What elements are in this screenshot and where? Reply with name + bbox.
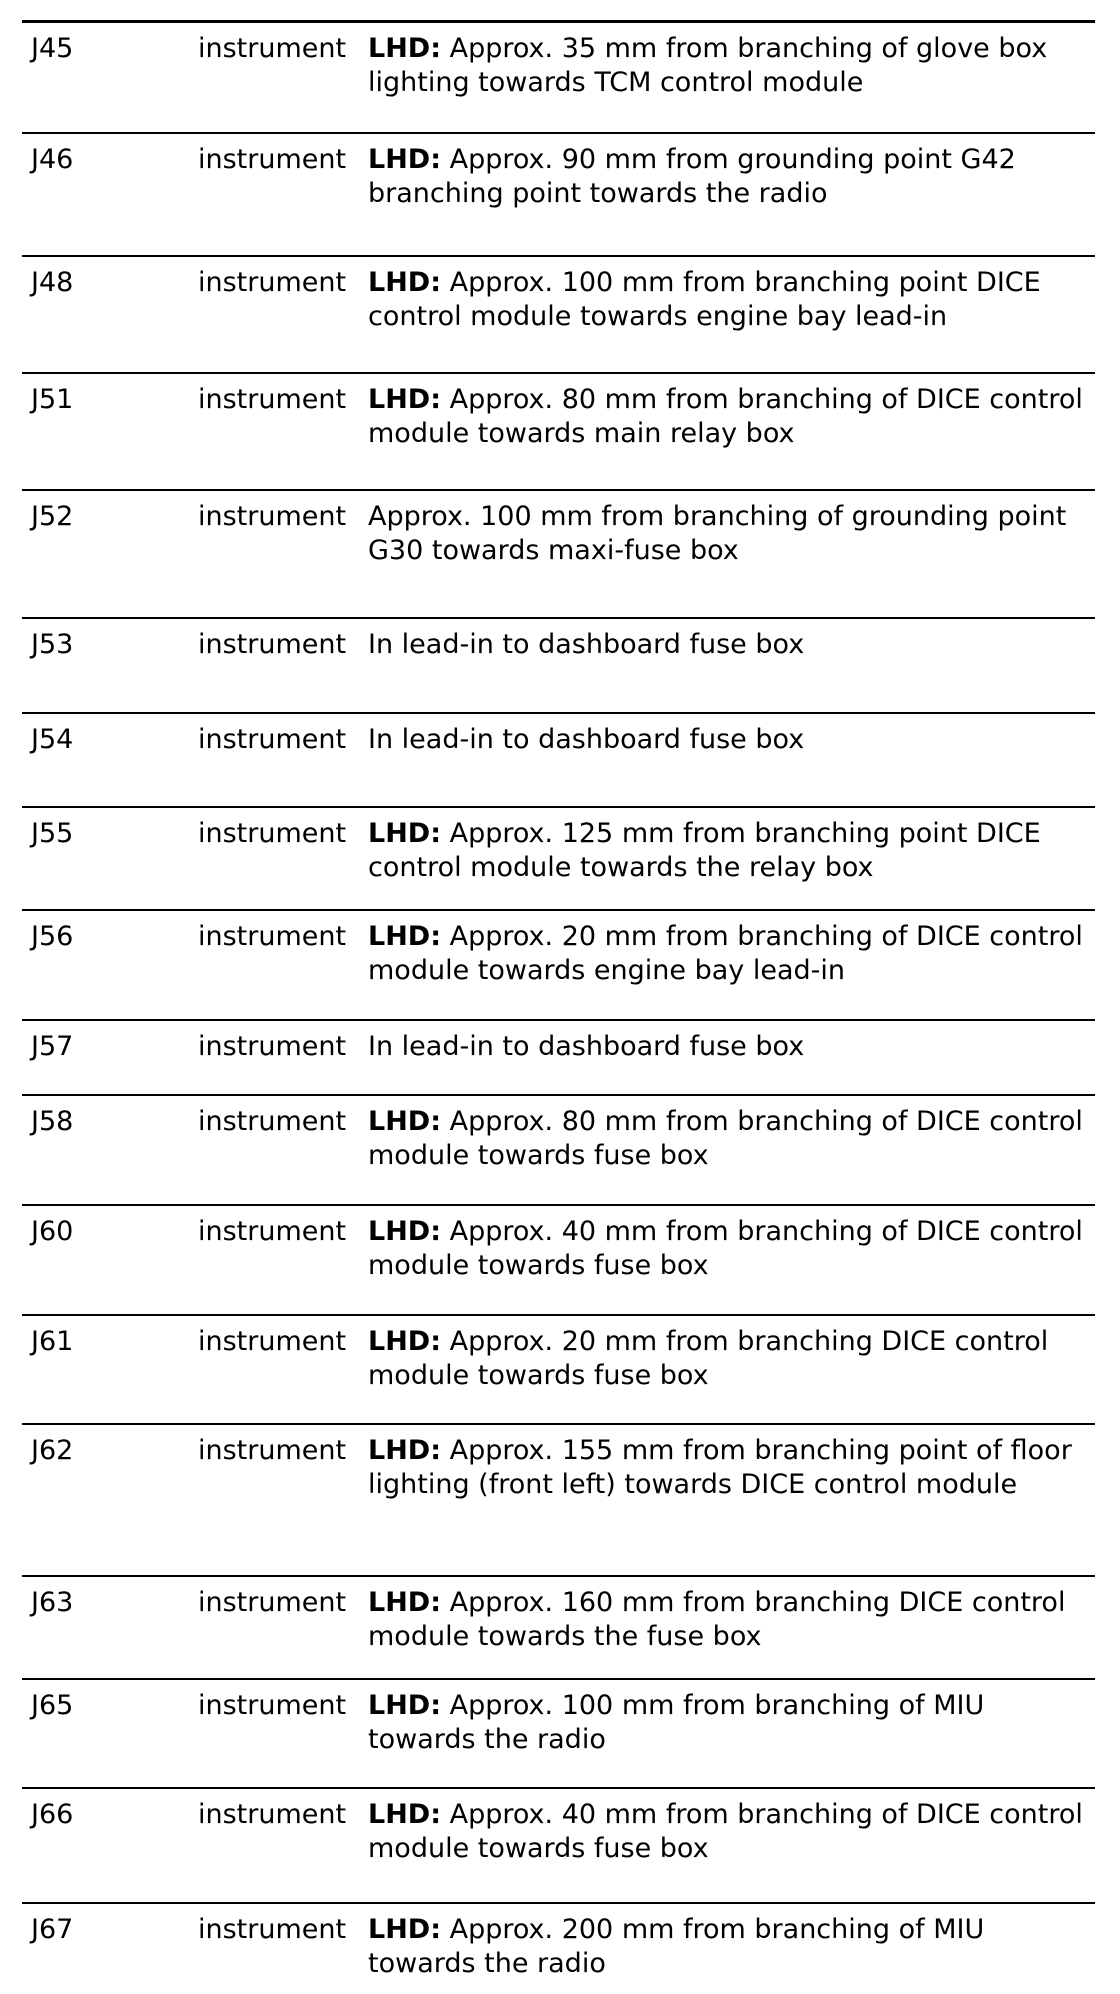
lhd-prefix: LHD: — [368, 1587, 442, 1618]
row-description — [368, 32, 1093, 100]
table-row — [22, 808, 1095, 911]
lhd-prefix: LHD: — [368, 384, 442, 415]
row-code: J62 — [31, 1435, 74, 1466]
lhd-prefix: LHD: — [368, 1326, 442, 1357]
connector-table — [22, 20, 1095, 1994]
lhd-prefix: LHD: — [368, 818, 442, 849]
description-text: Approx. 100 mm from branching of MIU towards the radio — [368, 1690, 985, 1755]
description-text: Approx. 40 mm from branching of DICE control module towards fuse box — [368, 1799, 1083, 1864]
table-row — [22, 911, 1095, 1021]
row-location: instrument — [198, 1435, 347, 1466]
row-description — [368, 1105, 1093, 1173]
table-row — [22, 491, 1095, 619]
row-code: J48 — [31, 267, 74, 298]
row-description — [368, 1798, 1093, 1866]
table-row — [22, 1425, 1095, 1577]
row-description: In lead-in to dashboard fuse box — [368, 724, 805, 755]
description-text: Approx. 80 mm from branching of DICE control module towards fuse box — [368, 1106, 1083, 1171]
row-location: instrument — [198, 1799, 347, 1830]
lhd-prefix: LHD: — [368, 1914, 442, 1945]
row-description — [368, 143, 1093, 211]
row-code: J46 — [31, 144, 74, 175]
lhd-prefix: LHD: — [368, 1799, 442, 1830]
description-text: Approx. 40 mm from branching of DICE control module towards fuse box — [368, 1216, 1083, 1281]
row-description — [368, 1913, 1093, 1981]
table-row — [22, 1789, 1095, 1904]
row-code: J45 — [31, 33, 74, 64]
description-text: Approx. 125 mm from branching point DICE control module towards the relay box — [368, 818, 1041, 883]
description-text: Approx. 80 mm from branching of DICE control module towards main relay box — [368, 384, 1083, 449]
description-text: Approx. 160 mm from branching DICE control module towards the fuse box — [368, 1587, 1066, 1652]
row-location: instrument — [198, 1587, 347, 1618]
table-row — [22, 714, 1095, 808]
table-row — [22, 23, 1095, 134]
lhd-prefix: LHD: — [368, 1690, 442, 1721]
row-code: J60 — [31, 1216, 74, 1247]
row-code: J51 — [31, 384, 74, 415]
description-text: Approx. 200 mm from branching of MIU towards the radio — [368, 1914, 985, 1979]
description-text: Approx. 20 mm from branching DICE control module towards fuse box — [368, 1326, 1049, 1391]
row-description — [368, 817, 1093, 885]
row-code: J56 — [31, 921, 74, 952]
description-text: Approx. 35 mm from branching of glove box lighting towards TCM control module — [368, 33, 1048, 98]
row-location: instrument — [198, 1216, 347, 1247]
table-row — [22, 1316, 1095, 1425]
lhd-prefix: LHD: — [368, 144, 442, 175]
table-row — [22, 1096, 1095, 1206]
row-description — [368, 266, 1093, 334]
row-description — [368, 1689, 1093, 1757]
row-code: J63 — [31, 1587, 74, 1618]
row-location: instrument — [198, 384, 347, 415]
row-description: In lead-in to dashboard fuse box — [368, 1031, 805, 1062]
lhd-prefix: LHD: — [368, 1106, 442, 1137]
lhd-prefix: LHD: — [368, 267, 442, 298]
row-description — [368, 920, 1093, 988]
row-code: J61 — [31, 1326, 74, 1357]
row-location: instrument — [198, 629, 347, 660]
row-description — [368, 1434, 1093, 1502]
lhd-prefix: LHD: — [368, 33, 442, 64]
row-description — [368, 1215, 1093, 1283]
row-code: J67 — [31, 1914, 74, 1945]
row-code: J53 — [31, 629, 74, 660]
description-text: Approx. 20 mm from branching of DICE control module towards engine bay lead-in — [368, 921, 1083, 986]
row-code: J58 — [31, 1106, 74, 1137]
row-location: instrument — [198, 921, 347, 952]
description-text: Approx. 100 mm from branching point DICE control module towards engine bay lead-in — [368, 267, 1041, 332]
table-row — [22, 1577, 1095, 1680]
row-code: J66 — [31, 1799, 74, 1830]
description-text: Approx. 90 mm from grounding point G42 branching point towards the radio — [368, 144, 1016, 209]
row-location: instrument — [198, 818, 347, 849]
row-description: In lead-in to dashboard fuse box — [368, 629, 805, 660]
table-row — [22, 1680, 1095, 1789]
table-row — [22, 374, 1095, 491]
lhd-prefix: LHD: — [368, 921, 442, 952]
row-description: Approx. 100 mm from branching of grounding point G30 towards maxi-fuse box — [368, 501, 1067, 566]
table-row — [22, 1021, 1095, 1096]
description-text: Approx. 155 mm from branching point of floor lighting (front left) towards DICE control module — [368, 1435, 1072, 1500]
table-row — [22, 1904, 1095, 1994]
table-row — [22, 619, 1095, 714]
row-code: J65 — [31, 1690, 74, 1721]
row-code: J52 — [31, 501, 74, 532]
row-location: instrument — [198, 33, 347, 64]
row-location: instrument — [198, 724, 347, 755]
row-code: J54 — [31, 724, 74, 755]
row-location: instrument — [198, 1326, 347, 1357]
row-location: instrument — [198, 1031, 347, 1062]
lhd-prefix: LHD: — [368, 1435, 442, 1466]
row-location: instrument — [198, 267, 347, 298]
row-location: instrument — [198, 1690, 347, 1721]
row-description — [368, 1586, 1093, 1654]
table-row — [22, 257, 1095, 374]
table-row — [22, 134, 1095, 257]
row-description — [368, 1325, 1093, 1393]
row-code: J57 — [31, 1031, 74, 1062]
row-location: instrument — [198, 144, 347, 175]
row-location: instrument — [198, 501, 347, 532]
row-location: instrument — [198, 1106, 347, 1137]
row-location: instrument — [198, 1914, 347, 1945]
row-description — [368, 383, 1093, 451]
lhd-prefix: LHD: — [368, 1216, 442, 1247]
row-code: J55 — [31, 818, 74, 849]
table-row — [22, 1206, 1095, 1316]
